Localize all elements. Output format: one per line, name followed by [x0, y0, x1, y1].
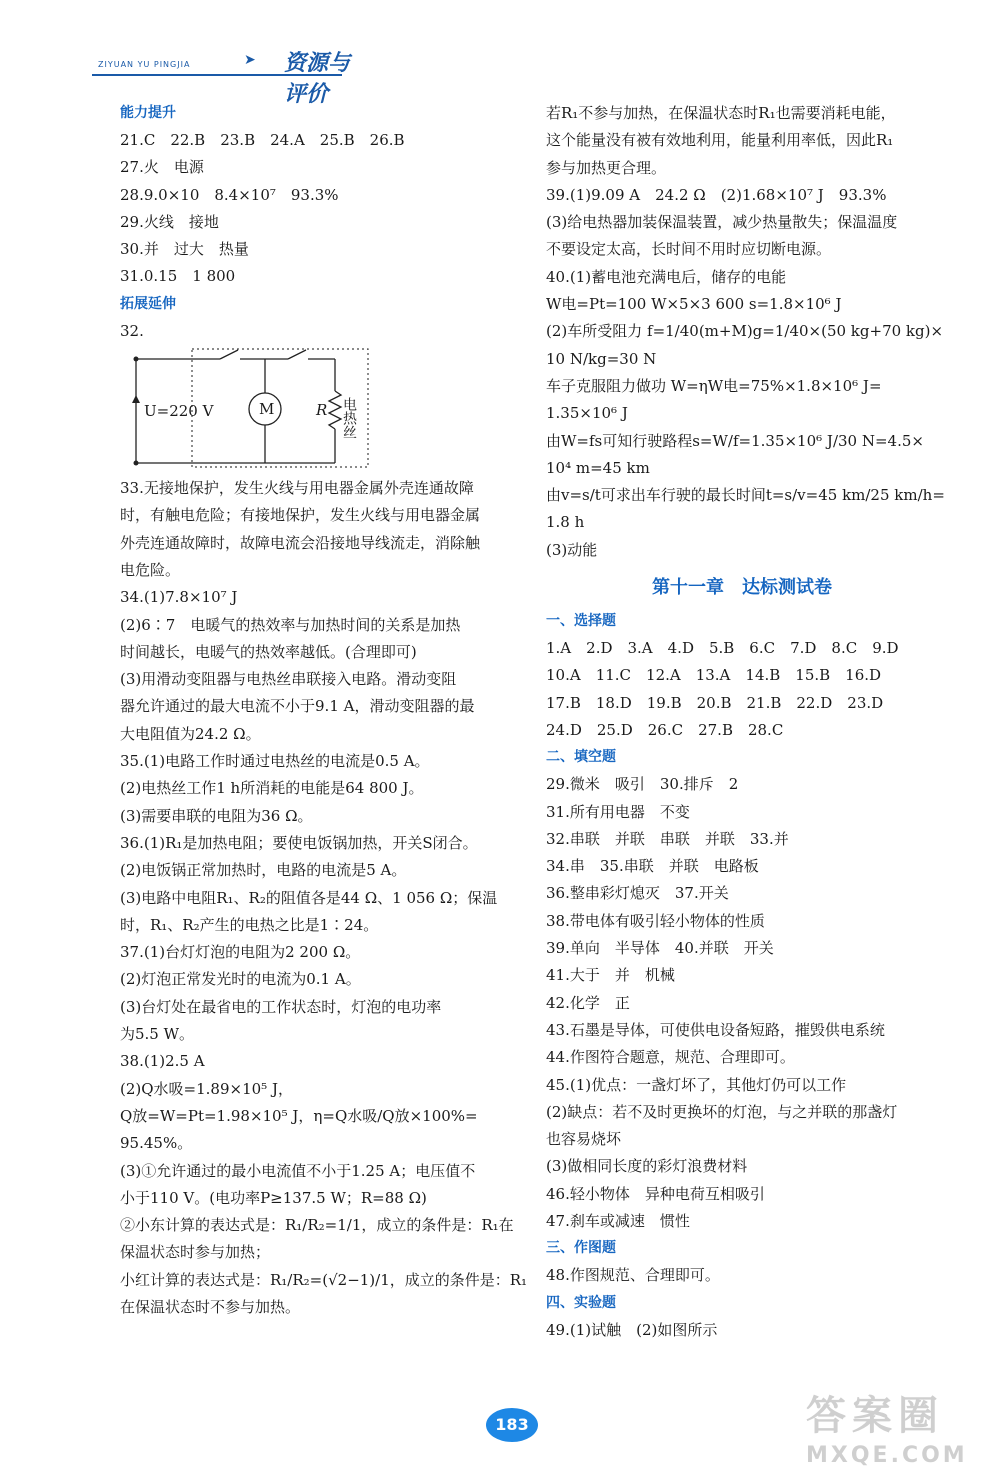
answer-line: (3)需要串联的电阻为36 Ω。 [120, 806, 313, 825]
answer-line: 49.(1)试触 (2)如图所示 [546, 1320, 718, 1339]
answer-line: 在保温状态时不参与加热。 [120, 1297, 301, 1316]
answer-line: 若R₁不参与加热，在保温状态时R₁也需要消耗电能， [546, 104, 896, 122]
answer-line: 38.带电体有吸引轻小物体的性质 [546, 911, 765, 930]
watermark [806, 1384, 976, 1468]
header-pinyin: ZIYUAN YU PINGJIA [98, 60, 191, 69]
answer-line: 46.轻小物体 异种电荷互相吸引 [546, 1184, 765, 1203]
answer-line: 40.(1)蓄电池充满电后，储存的电能 [546, 267, 787, 286]
answer-line: 1.35×10⁶ J [546, 404, 628, 423]
answer-line: 34.串 35.串联 并联 电路板 [546, 857, 759, 876]
answer-line: (3)①允许通过的最小电流值不小于1.25 A；电压值不 [120, 1161, 476, 1180]
answer-line: 30.并 过大 热量 [120, 240, 249, 259]
header-title: 资源与评价 [284, 51, 351, 107]
answer-line: ②小东计算的表达式是：R₁/R₂=1/1，成立的条件是：R₁在 [120, 1216, 514, 1235]
page-number: 183 [486, 1408, 538, 1442]
switch-2 [288, 350, 306, 359]
answer-line: 29.火线 接地 [120, 212, 219, 231]
answer-line: (2)缺点：若不及时更换坏的灯泡，与之并联的那盏灯 [546, 1102, 898, 1121]
answer-line: (3)做相同长度的彩灯浪费材料 [546, 1157, 748, 1176]
answer-line: 也容易烧坏 [546, 1130, 622, 1149]
answer-line: 参与加热更合理。 [546, 158, 667, 177]
answer-line: 48.作图规范、合理即可。 [546, 1266, 720, 1285]
voltage-arrow-icon [132, 395, 140, 403]
answer-line: 为5.5 W。 [120, 1025, 195, 1044]
answer-line: 45.(1)优点：一盏灯坏了，其他灯仍可以工作 [546, 1075, 847, 1094]
answer-line: 33.无接地保护，发生火线与用电器金属外壳连通故障 [120, 479, 474, 498]
answer-line: 38.(1)2.5 A [120, 1052, 205, 1071]
answer-line: 1.8 h [546, 513, 585, 532]
answer-line: 电危险。 [120, 560, 181, 579]
answer-line: 32. [120, 321, 144, 340]
answer-line: (2)车所受阻力 f=1/40(m+M)g=1/40×(50 kg+70 kg)× [546, 322, 944, 341]
section-heading: 三、作图题 [546, 1240, 616, 1257]
answer-line: 10⁴ m=45 km [546, 458, 650, 477]
answer-line: 36.(1)R₁是加热电阻；要使电饭锅加热，开关S闭合。 [120, 833, 478, 852]
answer-line: W电=Pt=100 W×5×3 600 s=1.8×10⁶ J [546, 295, 842, 314]
answer-line: 27.火 电源 [120, 158, 204, 177]
section-heading: 四、实验题 [546, 1294, 616, 1311]
answer-line: 41.大于 并 机械 [546, 966, 675, 985]
answer-line: 小于110 V。(电功率P≥137.5 W；R=88 Ω) [120, 1188, 427, 1207]
answer-line: 保温状态时参与加热； [120, 1243, 271, 1262]
heater-label: 电热丝 [341, 397, 357, 440]
header-arrow-icon: ➤ [244, 52, 256, 68]
answer-line: 时，有触电危险；有接地保护，发生火线与用电器金属 [120, 506, 481, 525]
answer-line: 36.整串彩灯熄灭 37.开关 [546, 884, 729, 903]
section-heading: 一、选择题 [546, 613, 616, 630]
answer-line: (3)电路中电阻R₁、R₂的阻值各是44 Ω、1 056 Ω；保温 [120, 888, 498, 907]
book-header [92, 44, 352, 107]
answer-line: 10 N/kg=30 N [546, 349, 657, 368]
voltage-label: U=220 V [144, 402, 214, 421]
answer-line: 39.单向 半导体 40.并联 开关 [546, 939, 774, 958]
answer-line: 21.C 22.B 23.B 24.A 25.B 26.B [120, 131, 405, 149]
section-heading: 拓展延伸 [120, 295, 176, 312]
answer-line: 10.A 11.C 12.A 13.A 14.B 15.B 16.D [546, 666, 882, 685]
answer-line: 1.A 2.D 3.A 4.D 5.B 6.C 7.D 8.C 9.D [546, 639, 899, 658]
answer-line: 这个能量没有被有效地利用，能量利用率低，因此R₁ [546, 131, 894, 150]
answer-line: 95.45%。 [120, 1134, 193, 1153]
answer-line: 由W=fs可知行驶路程s=W/f=1.35×10⁶ J/30 N=4.5× [546, 431, 924, 450]
chapter-title: 第十一章 达标测试卷 [652, 577, 832, 599]
answer-line: 小红计算的表达式是：R₁/R₂=(√2−1)/1，成立的条件是：R₁ [120, 1270, 528, 1289]
watermark-text: 答案圈 [806, 1393, 944, 1439]
circuit-svg [120, 345, 380, 475]
left-column [120, 100, 528, 1321]
section-heading: 能力提升 [120, 105, 176, 121]
answer-line: 43.石墨是导体，可使供电设备短路，摧毁供电系统 [546, 1020, 885, 1039]
answer-line: 37.(1)台灯灯泡的电阻为2 200 Ω。 [120, 943, 361, 962]
answer-line: 35.(1)电路工作时通过电热丝的电流是0.5 A。 [120, 752, 430, 771]
section-heading: 二、填空题 [546, 749, 616, 766]
resistor-symbol [329, 391, 341, 429]
answer-line: 外壳连通故障时，故障电流会沿接地导线流走，消除触 [120, 533, 481, 552]
answer-line: (3)动能 [546, 540, 598, 559]
answer-line: 时间越长，电暖气的热效率越低。(合理即可) [120, 642, 417, 661]
answer-line: Q放=W=Pt=1.98×10⁵ J，η=Q水吸/Q放×100%= [120, 1106, 478, 1125]
answer-line: 34.(1)7.8×10⁷ J [120, 588, 238, 607]
right-column [546, 100, 945, 1344]
answer-line: 17.B 18.D 19.B 20.B 21.B 22.D 23.D [546, 693, 884, 712]
answer-line: (2)电饭锅正常加热时，电路的电流是5 A。 [120, 861, 407, 880]
answer-line: 24.D 25.D 26.C 27.B 28.C [546, 720, 784, 739]
answer-line: 大电阻值为24.2 Ω。 [120, 724, 261, 743]
motor-label: M [259, 400, 275, 419]
answer-line: 时，R₁、R₂产生的电热之比是1∶24。 [120, 915, 379, 934]
answer-line: 32.串联 并联 串联 并联 33.并 [546, 829, 789, 848]
resistor-label: R [316, 401, 328, 420]
answer-line: 28.9.0×10 8.4×10⁷ 93.3% [120, 185, 339, 204]
answer-line: 44.作图符合题意，规范、合理即可。 [546, 1048, 795, 1067]
answer-line: 器允许通过的最大电流不小于9.1 A，滑动变阻器的最 [120, 697, 475, 716]
answer-line: (3)用滑动变阻器与电热丝串联接入电路。滑动变阻 [120, 670, 457, 689]
answer-line: 车子克服阻力做功 W=ηW电=75%×1.8×10⁶ J= [546, 376, 882, 395]
answer-line: (2)Q水吸=1.89×10⁵ J， [120, 1079, 293, 1098]
answer-line: 由v=s/t可求出车行驶的最长时间t=s/v=45 km/25 km/h= [546, 486, 945, 505]
switch-1 [220, 350, 238, 359]
answer-line: (2)灯泡正常发光时的电流为0.1 A。 [120, 970, 361, 989]
circuit-diagram [120, 345, 492, 475]
answer-line: (2)6∶7 电暖气的热效率与加热时间的关系是加热 [120, 615, 461, 634]
answer-line: 31.0.15 1 800 [120, 267, 236, 286]
answer-line: 47.刹车或减速 惯性 [546, 1211, 690, 1230]
answer-line: (3)台灯处在最省电的工作状态时，灯泡的电功率 [120, 997, 442, 1016]
answer-line: 29.微米 吸引 30.排斥 2 [546, 775, 739, 794]
watermark-url: MXQE.COM [806, 1443, 968, 1468]
answer-line: (3)给电热器加装保温装置，减少热量散失；保温温度 [546, 213, 898, 232]
answer-line: (2)电热丝工作1 h所消耗的电能是64 800 J。 [120, 779, 424, 798]
answer-line: 39.(1)9.09 A 24.2 Ω (2)1.68×10⁷ J 93.3% [546, 185, 887, 204]
answer-line: 31.所有用电器 不变 [546, 802, 690, 821]
answer-line: 不要设定太高，长时间不用时应切断电源。 [546, 240, 832, 259]
answer-line: 42.化学 正 [546, 993, 630, 1012]
